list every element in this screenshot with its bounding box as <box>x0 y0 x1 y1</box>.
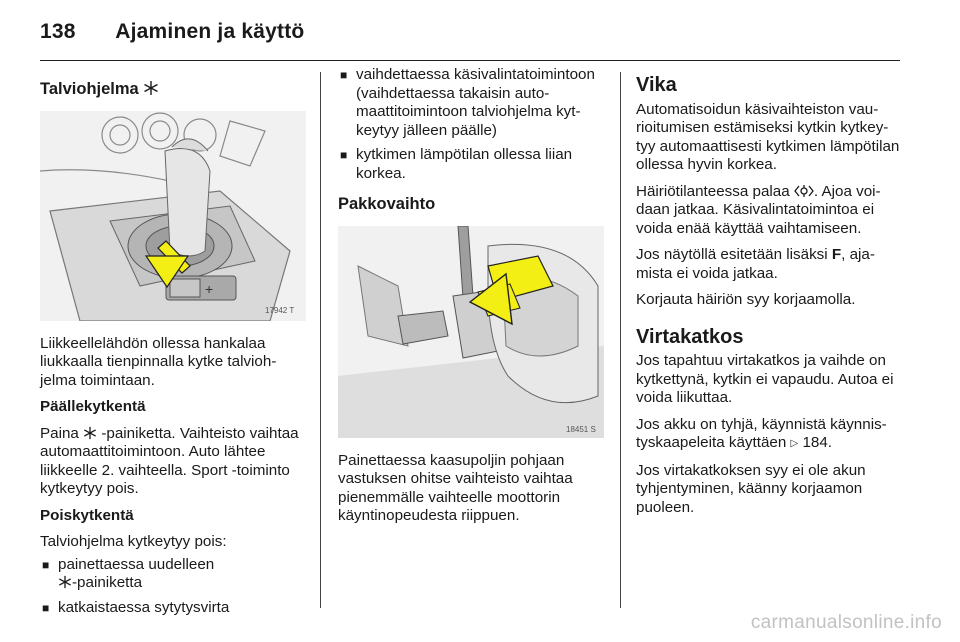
power-failure-text-1: Jos tapahtuu virtakatkos ja vaihde on kytkettynä, kytkin ei vapaudu. Autoa ei voida liikuttaa. <box>636 352 894 406</box>
kickdown-text: Painettaessa kaasupoljin pohjaan vastuksen ohitse vaihteisto vaihtaa pienemmälle vaihteelle moottorin käyntinopeudesta riippuen. <box>338 451 573 524</box>
list-item: ■ vaihdettaessa käsivalintatoimintoon (vaihdettaessa takaisin automaattitoimintoon talviohjelma kytkeytyy jälleen päälle) <box>338 66 604 140</box>
snowflake-icon <box>143 80 159 96</box>
power-failure-text-2: Jos akku on tyhjä, käynnistä käynnistyskaapeleita käyttäen ▷ 184. <box>636 415 887 451</box>
figure-id: 18451 S <box>566 424 596 434</box>
fault-text-2: Häiriötilanteessa palaa . Ajoa voidaan jatkaa. Käsivalintatoimintoa ei voida enää käyttää vaihtamiseen. <box>636 182 881 237</box>
section-heading-winter-program: Talviohjelma <box>40 80 306 99</box>
intro-text: Liikkeellelähdön ollessa hankalaa liukkaalla tienpinnalla kytke talviohjelma toimintaan. <box>40 334 277 389</box>
column-3 <box>636 72 902 525</box>
gear-selector-illustration <box>40 111 306 321</box>
figure-id: 17942 T <box>265 305 295 315</box>
svg-text:+: + <box>205 280 214 297</box>
page-reference[interactable]: 184 <box>802 434 828 451</box>
fault-text-4: Korjauta häiriön syy korjaamolla. <box>636 291 856 308</box>
list-item: ■ katkaistaessa sytytysvirta <box>40 599 306 618</box>
header-rule <box>40 60 900 61</box>
fault-text-3: Jos näytöllä esitetään lisäksi F, ajamista ei voida jatkaa. <box>636 246 875 282</box>
page-title: Ajaminen ja käyttö <box>115 20 305 43</box>
list-item: ■ painettaessa uudelleen -painiketta <box>40 556 306 593</box>
page-header <box>40 20 304 44</box>
gearbox-warning-icon <box>794 184 814 198</box>
column-divider-1 <box>320 72 321 608</box>
snowflake-icon <box>83 426 97 440</box>
pedal-illustration <box>338 226 604 438</box>
deactivation-list <box>40 556 306 618</box>
page-number: 138 <box>40 20 76 43</box>
section-heading-fault: Vika <box>636 74 677 96</box>
column-1 <box>40 72 306 623</box>
deactivation-list-continued <box>338 66 604 183</box>
deactivation-text: Talviohjelma kytkeytyy pois: <box>40 533 227 550</box>
section-heading-kickdown: Pakkovaihto <box>338 195 436 213</box>
page-reference-icon: ▷ <box>790 438 799 449</box>
column-2 <box>338 66 604 534</box>
snowflake-icon <box>58 575 72 589</box>
activation-text: Paina -painiketta. Vaihteisto vaihtaa automaattitoimintoon. Auto lähtee liikkeelle 2. vaihteella. Sport -toiminto kytkeytyy pois. <box>40 424 299 497</box>
column-divider-2 <box>620 72 621 608</box>
subheading-deactivation: Poiskytkentä <box>40 506 134 524</box>
section-heading-power-failure: Virtakatkos <box>636 325 744 348</box>
list-item: ■ kytkimen lämpötilan ollessa liian korkea. <box>338 146 604 183</box>
subheading-activation: Päällekytkentä <box>40 398 146 415</box>
fault-text-1: Automatisoidun käsivaihteiston vaurioitumisen estämiseksi kytkin kytkeytyy automaattisesti kytkimen lämpötilan ollessa hyvin korkea. <box>636 100 900 173</box>
power-failure-text-3: Jos virtakatkoksen syy ei ole akun tyhjentyminen, käänny korjaamon puoleen. <box>636 461 866 516</box>
watermark: carmanualsonline.info <box>750 612 942 633</box>
